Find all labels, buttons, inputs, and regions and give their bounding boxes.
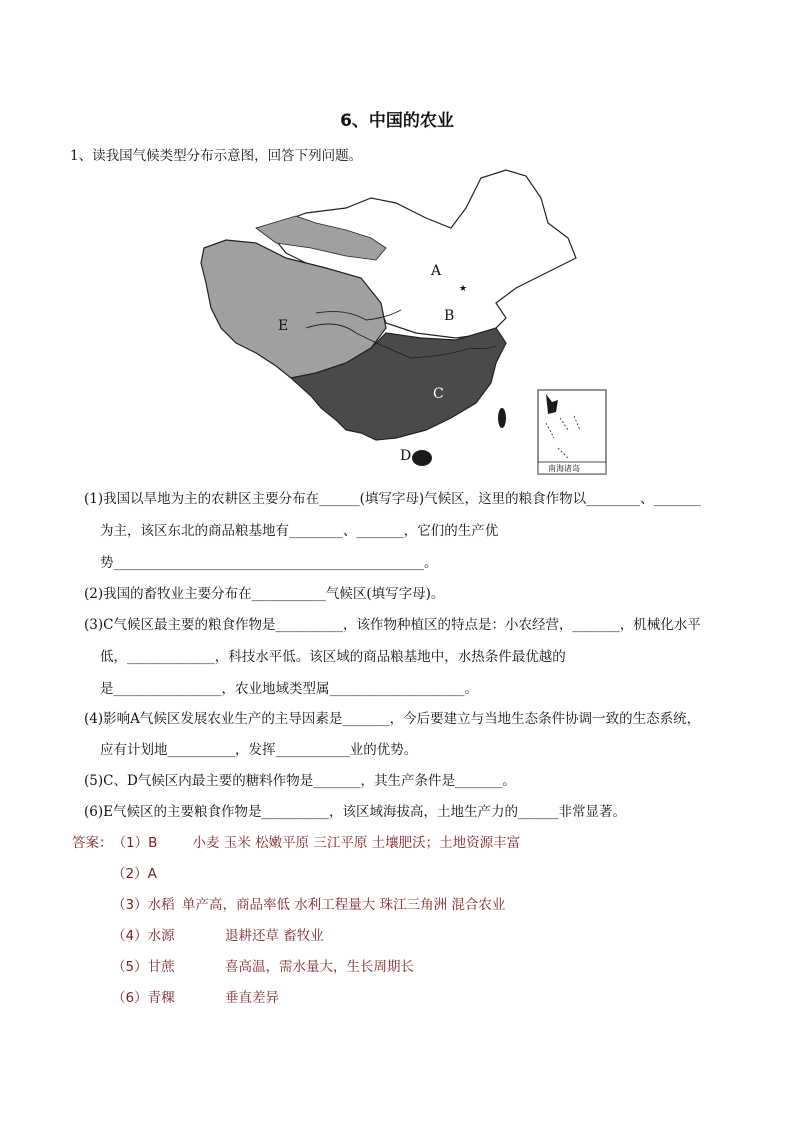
question-1-line-2: 为主，该区东北的商品粮基地有________、_______，它们的生产优 [100, 523, 499, 539]
answer-6-number: （6）青稞 [112, 990, 175, 1006]
question-1-line-1: (1)我国以旱地为主的农耕区主要分布在______(填写字母)气候区，这里的粮食作物以________、_______ [84, 491, 701, 507]
answer-6 [112, 986, 279, 1006]
question-6: (6)E气候区的主要粮食作物是__________，该区域海拔高，土地生产力的______非常显著。 [84, 804, 626, 820]
answer-4 [112, 924, 324, 944]
question-4-line-2: 应有计划地__________，发挥___________业的优势。 [100, 742, 418, 758]
question-1-line-3: 势______________________________________________。 [100, 555, 438, 571]
question-5: (5)C、D气候区内最主要的糖料作物是_______，其生产条件是_______。 [84, 773, 516, 789]
answer-3-text: 单产高，商品率低 水利工程量大 珠江三角洲 混合农业 [182, 897, 506, 913]
answer-1-text: 小麦 玉米 松嫩平原 三江平原 土壤肥沃；土地资源丰富 [192, 835, 521, 851]
answer-5-text: 喜高温，需水量大，生长周期长 [225, 959, 414, 975]
map-label-a: A [431, 263, 442, 279]
question-3-line-3: 是________________，农业地域类型属____________________。 [100, 681, 478, 697]
answer-5-number: （5）甘蔗 [112, 959, 175, 975]
map-region-d [412, 450, 432, 466]
question-intro: 1、读我国气候类型分布示意图，回答下列问题。 [70, 148, 363, 164]
answer-5 [112, 955, 414, 975]
answer-1 [72, 831, 520, 851]
map-capital-star: ★ [459, 284, 468, 294]
question-2: (2)我国的畜牧业主要分布在___________气候区(填写字母)。 [84, 586, 445, 602]
question-3-line-2: 低，_____________，科技水平低。该区域的商品粮基地中，水热条件最优越的 [100, 649, 566, 665]
map-label-e: E [278, 318, 289, 334]
answer-4-number: （4）水源 [112, 928, 175, 944]
answer-4-text: 退耕还草 畜牧业 [225, 928, 324, 944]
answer-3-number: （3）水稻 [112, 897, 175, 913]
answer-2 [112, 862, 157, 882]
answer-6-text: 垂直差异 [225, 990, 279, 1006]
map-label-c: C [433, 386, 444, 402]
map-taiwan [498, 408, 506, 428]
answer-label: 答案： [72, 835, 113, 851]
map-label-b: B [444, 308, 455, 324]
answer-2-number: （2）A [112, 866, 157, 882]
map-inset-caption: 南海诸岛 [548, 464, 580, 473]
map-label-d: D [400, 448, 412, 464]
question-4-line-1: (4)影响A气候区发展农业生产的主导因素是_______，今后要建立与当地生态条件协调一致的生态系统， [84, 711, 701, 727]
page-title: 6、中国的农业 [340, 111, 454, 131]
answer-1-number: （1）B [112, 835, 158, 851]
answer-3 [112, 893, 505, 913]
china-climate-map [196, 168, 616, 478]
question-3-line-1: (3)C气候区最主要的粮食作物是__________，该作物种植区的特点是：小农经营，_______，机械化水平 [84, 617, 701, 633]
